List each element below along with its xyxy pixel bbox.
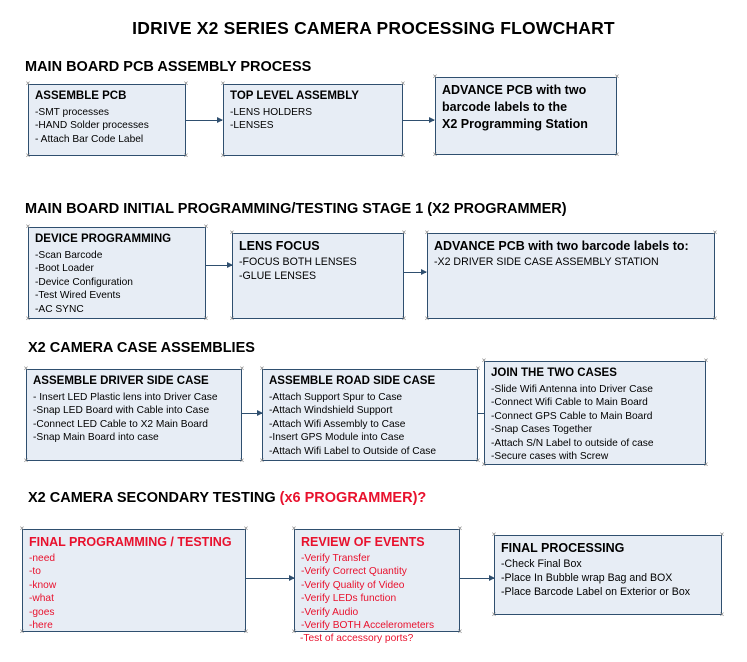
box-review-of-events[interactable] (294, 529, 460, 632)
box-lens-focus-line-2: -GLUE LENSES (239, 269, 317, 282)
box-assemble-pcb-title: ASSEMBLE PCB (35, 90, 127, 102)
handle-mark: × (220, 151, 226, 160)
handle-mark: × (475, 456, 481, 465)
box-device-programming-line-1: -Scan Barcode (35, 249, 103, 261)
handle-mark: × (19, 524, 25, 533)
box-join-the-two-cases-line-2: -Connect Wifi Cable to Main Board (491, 397, 648, 409)
box-assemble-driver-side-case-line-4: -Snap Main Board into case (33, 432, 159, 444)
handle-mark: × (432, 150, 438, 159)
handle-mark: × (291, 627, 297, 636)
section-heading-3 (28, 340, 255, 356)
handle-mark: × (432, 72, 438, 81)
box-device-programming-line-4: -Test Wired Events (35, 290, 121, 302)
box-review-of-events-line-1: -Verify Transfer (301, 553, 371, 564)
arrow-pcb-to-top-level (186, 120, 222, 121)
handle-mark: × (203, 222, 209, 231)
box-assemble-driver-side-case-line-2: -Snap LED Board with Cable into Case (33, 405, 210, 417)
box-final-processing-line-3: -Place Barcode Label on Exterior or Box (501, 585, 691, 598)
section-heading-1-label: MAIN BOARD PCB ASSEMBLY PROCESS (25, 59, 312, 75)
box-top-level-assembly-title: TOP LEVEL ASSEMBLY (230, 90, 359, 102)
arrow-final-programming-to-review (246, 578, 294, 579)
handle-mark: × (712, 314, 718, 323)
box-advance-pcb-1-title: ADVANCE PCB with two (442, 83, 587, 97)
handle-mark: × (401, 228, 407, 237)
box-lens-focus[interactable] (232, 233, 404, 319)
handle-mark: × (703, 356, 709, 365)
box-final-programming-testing-title: FINAL PROGRAMMING / TESTING (29, 535, 232, 549)
box-review-of-events-line-6: -Verify BOTH Accelerometers (301, 620, 435, 632)
box-lens-focus-title: LENS FOCUS (239, 239, 320, 253)
box-review-of-events-line-2: -Verify Correct Quantity (301, 566, 407, 578)
box-assemble-driver-side-case-line-1: - Insert LED Plastic lens into Driver Case (33, 391, 218, 403)
handle-mark: × (239, 456, 245, 465)
box-final-processing-line-1: -Check Final Box (501, 558, 582, 570)
box-final-programming-testing-line-1: -need (29, 553, 56, 564)
box-review-of-events-line-4: -Verify LEDs function (301, 593, 397, 605)
box-final-processing[interactable] (494, 535, 722, 615)
arrow-review-to-final-processing (460, 578, 494, 579)
box-advance-pcb-1-line-2: X2 Programming Station (442, 117, 588, 131)
section-heading-2 (25, 201, 567, 217)
box-join-the-two-cases-line-1: -Slide Wifi Antenna into Driver Case (491, 383, 653, 395)
box-review-of-events-line-3: -Verify Quality of Video (301, 579, 405, 591)
handle-mark: × (719, 610, 725, 619)
handle-mark: × (400, 151, 406, 160)
handle-mark: × (481, 356, 487, 365)
handle-mark: × (475, 364, 481, 373)
handle-mark: × (23, 364, 29, 373)
arrow-top-level-to-advance (403, 120, 434, 121)
box-final-processing-line-2: -Place In Bubble wrap Bag and BOX (501, 571, 673, 584)
box-final-programming-testing-line-5: -goes (29, 606, 55, 618)
handle-mark: × (614, 72, 620, 81)
box-assemble-road-side-case-title: ASSEMBLE ROAD SIDE CASE (269, 375, 436, 387)
box-assemble-pcb-line-2: -HAND Solder processes (35, 120, 149, 132)
box-device-programming-line-2: -Boot Loader (35, 263, 94, 275)
handle-mark: × (424, 228, 430, 237)
box-join-the-two-cases[interactable] (484, 361, 706, 465)
box-final-processing-title: FINAL PROCESSING (501, 541, 625, 555)
handle-mark: × (401, 314, 407, 323)
page-title: IDRIVE X2 SERIES CAMERA PROCESSING FLOWCHART (132, 18, 615, 38)
section-heading-4-label: X2 CAMERA SECONDARY TESTING (28, 490, 280, 506)
handle-mark: × (220, 79, 226, 88)
box-final-programming-testing[interactable] (22, 529, 246, 632)
handle-mark: × (229, 314, 235, 323)
handle-mark: × (614, 150, 620, 159)
box-advance-pcb-1-line-1: barcode labels to the (442, 100, 568, 114)
box-assemble-road-side-case-line-2: -Attach Windshield Support (269, 405, 393, 417)
section-heading-4-suffix: (x6 PROGRAMMER)? (279, 490, 427, 506)
handle-mark: × (25, 79, 31, 88)
box-join-the-two-cases-line-5: -Attach S/N Label to outside of case (491, 437, 654, 449)
handle-mark: × (19, 627, 25, 636)
box-assemble-pcb-line-1: -SMT processes (35, 106, 109, 118)
box-top-level-assembly[interactable] (223, 84, 403, 156)
box-device-programming[interactable] (28, 227, 206, 319)
handle-mark: × (23, 456, 29, 465)
handle-mark: × (424, 314, 430, 323)
handle-mark: × (243, 524, 249, 533)
handle-mark: × (719, 530, 725, 539)
section-heading-3-label: X2 CAMERA CASE ASSEMBLIES (28, 340, 255, 356)
handle-mark: × (25, 314, 31, 323)
arrow-lens-to-advance (404, 272, 426, 273)
handle-mark: × (712, 228, 718, 237)
handle-mark: × (25, 222, 31, 231)
box-assemble-road-side-case-line-5: -Attach Wifi Label to Outside of Case (269, 445, 437, 457)
box-assemble-road-side-case[interactable] (262, 369, 478, 461)
box-assemble-driver-side-case-title: ASSEMBLE DRIVER SIDE CASE (33, 375, 209, 387)
section-heading-4 (28, 490, 426, 506)
handle-mark: × (203, 314, 209, 323)
box-assemble-driver-side-case[interactable] (26, 369, 242, 461)
section-heading-1 (25, 59, 311, 75)
section-heading-2-label: MAIN BOARD INITIAL PROGRAMMING/TESTING STAGE 1 (X2 PROGRAMMER) (25, 201, 567, 217)
handle-mark: × (259, 456, 265, 465)
box-final-programming-testing-line-4: -what (29, 593, 54, 605)
handle-mark: × (481, 460, 487, 469)
box-final-programming-testing-line-2: -to (29, 566, 41, 578)
box-final-programming-testing-line-6: -here (29, 620, 53, 632)
handle-mark: × (457, 627, 463, 636)
box-lens-focus-line-1: -FOCUS BOTH LENSES (239, 256, 357, 268)
handle-mark: × (259, 364, 265, 373)
handle-mark: × (25, 151, 31, 160)
box-top-level-assembly-line-2: -LENSES (230, 120, 274, 132)
arrow-driver-to-road (242, 413, 262, 414)
handle-mark: × (491, 530, 497, 539)
handle-mark: × (703, 460, 709, 469)
box-advance-pcb-2[interactable] (427, 233, 715, 319)
box-assemble-road-side-case-line-4: -Insert GPS Module into Case (269, 432, 405, 444)
box-assemble-road-side-case-line-3: -Attach Wifi Assembly to Case (269, 418, 406, 430)
box-assemble-road-side-case-line-1: -Attach Support Spur to Case (269, 391, 403, 403)
handle-mark: × (229, 228, 235, 237)
box-advance-pcb-2-title: ADVANCE PCB with two barcode labels to: (434, 239, 689, 253)
handle-mark: × (491, 610, 497, 619)
handle-mark: × (183, 151, 189, 160)
box-review-of-events-line-5: -Verify Audio (301, 606, 359, 618)
box-advance-pcb-1[interactable] (435, 77, 617, 155)
box-review-of-events-title: REVIEW OF EVENTS (301, 535, 425, 549)
box-device-programming-line-3: -Device Configuration (35, 276, 133, 288)
handle-mark: × (457, 524, 463, 533)
arrow-device-to-lens (206, 265, 232, 266)
box-device-programming-line-5: -AC SYNC (35, 303, 84, 315)
box-device-programming-title: DEVICE PROGRAMMING (35, 233, 172, 245)
box-top-level-assembly-line-1: -LENS HOLDERS (230, 106, 313, 118)
box-assemble-pcb-line-3: - Attach Bar Code Label (35, 133, 144, 145)
handle-mark: × (400, 79, 406, 88)
handle-mark: × (183, 79, 189, 88)
box-join-the-two-cases-title: JOIN THE TWO CASES (491, 367, 617, 379)
box-assemble-pcb[interactable] (28, 84, 186, 156)
box-assemble-driver-side-case-line-3: -Connect LED Cable to X2 Main Board (33, 418, 208, 430)
box-join-the-two-cases-line-6: -Secure cases with Screw (491, 451, 609, 463)
box-review-of-events-line-7: -Test of accessory ports? (300, 633, 414, 644)
handle-mark: × (243, 627, 249, 636)
box-join-the-two-cases-line-3: -Connect GPS Cable to Main Board (491, 410, 653, 422)
handle-mark: × (239, 364, 245, 373)
box-advance-pcb-2-line-1: -X2 DRIVER SIDE CASE ASSEMBLY STATION (434, 256, 659, 268)
handle-mark: × (291, 524, 297, 533)
box-final-programming-testing-line-3: -know (29, 579, 57, 591)
box-join-the-two-cases-line-4: -Snap Cases Together (491, 424, 593, 436)
